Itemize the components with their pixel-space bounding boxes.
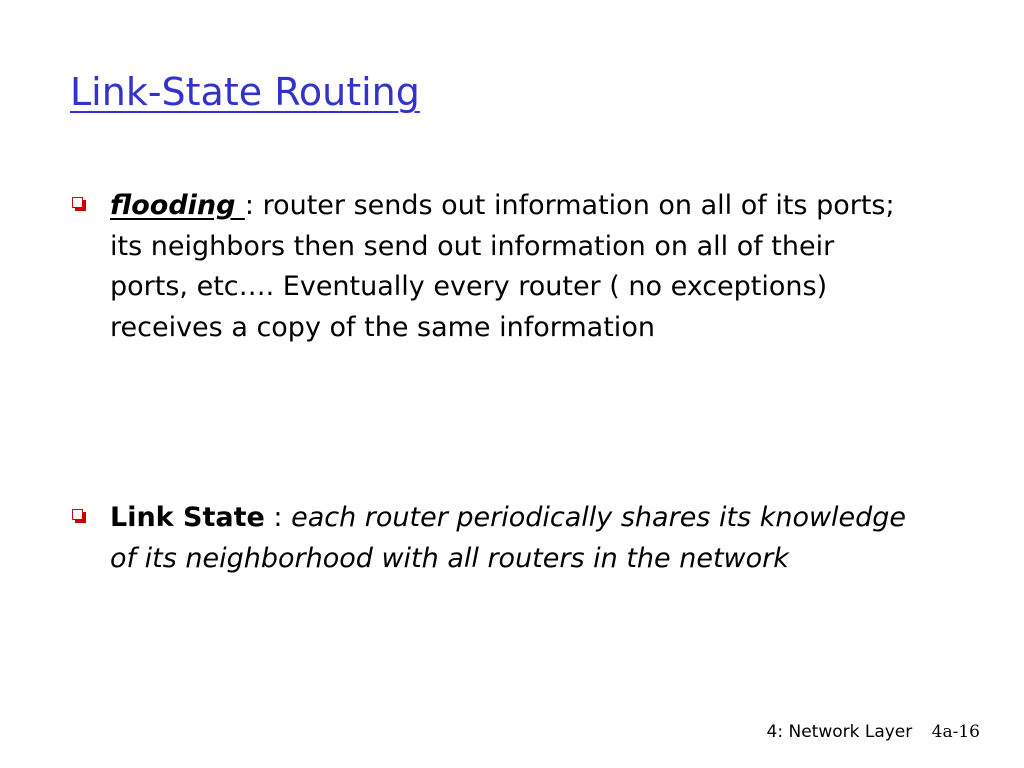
footer-page-number: 4a-16 (931, 722, 980, 742)
bullet-term-flooding: flooding (110, 190, 245, 221)
bullet-separator: : (244, 190, 263, 221)
slide-footer (767, 722, 980, 742)
bullet-text (110, 186, 920, 348)
bullet-text (110, 498, 920, 579)
bullet-description: each router periodically shares its knowledge of its neighborhood with all routers in the network (110, 502, 907, 574)
bullet-separator: : (264, 502, 292, 533)
bullet-term-link-state: Link State (110, 502, 265, 533)
footer-section-label: 4: Network Layer (766, 722, 913, 742)
square-bullet-icon (72, 197, 83, 208)
bullet-description: router sends out information on all of its ports; its neighbors then send out information on all of their ports, etc…. Eventually every router ( no exceptions) receives a copy of the same information (110, 190, 895, 343)
square-bullet-icon (72, 509, 83, 520)
slide-title: Link-State Routing (70, 70, 420, 114)
